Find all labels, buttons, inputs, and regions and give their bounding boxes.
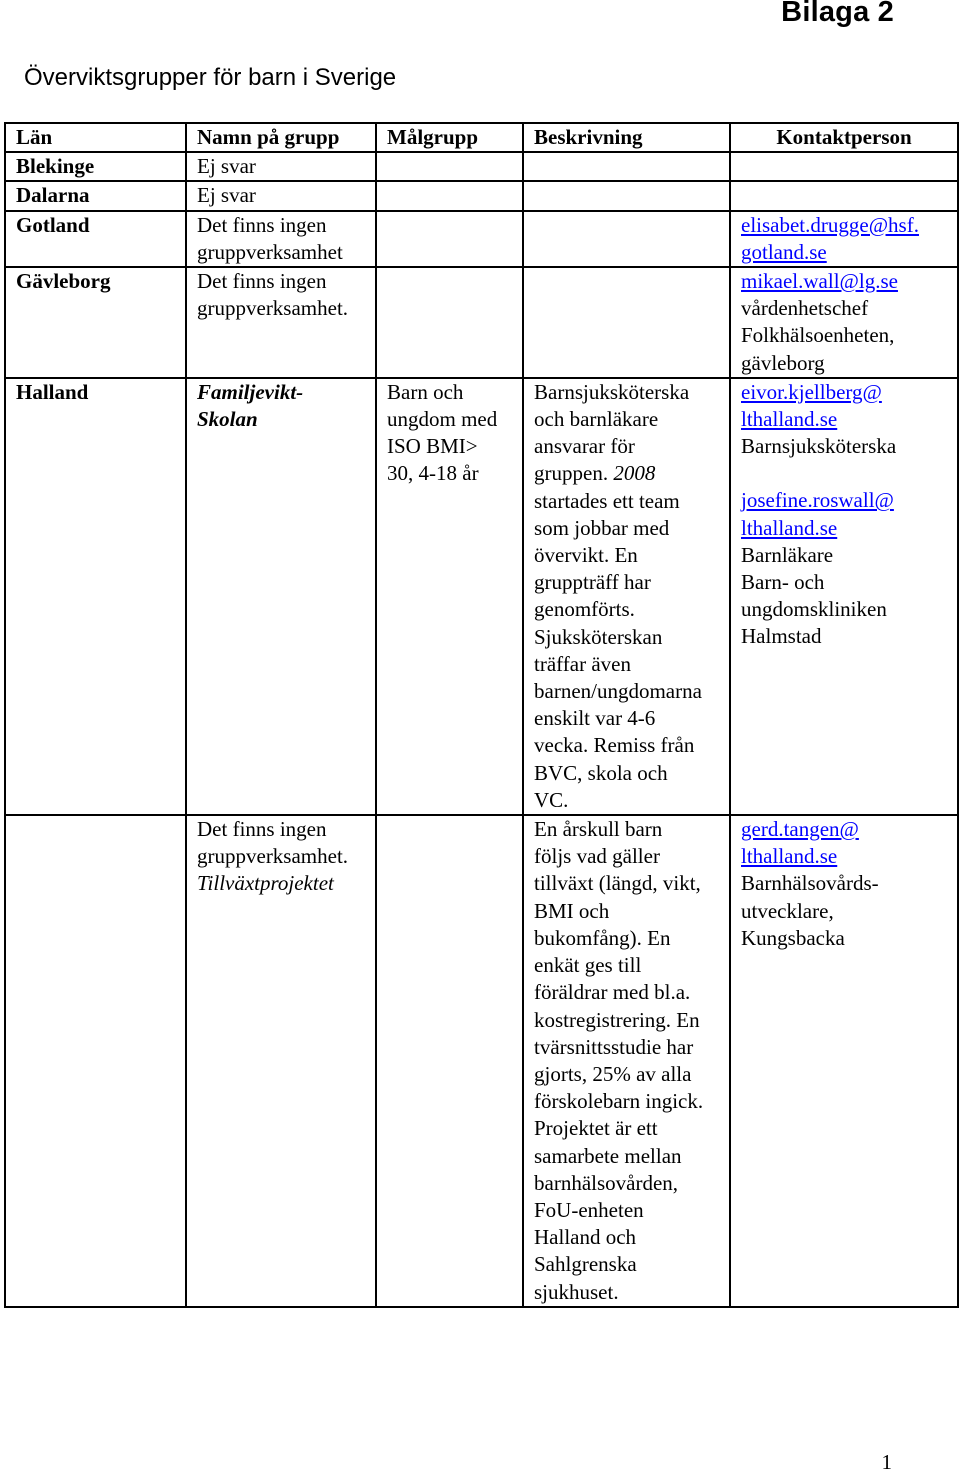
besk-line: Projektet är ett (534, 1116, 658, 1141)
namn-line: Skolan (197, 407, 258, 432)
malgrupp-line: ungdom med (387, 407, 498, 432)
contact-city: Halmstad (741, 624, 822, 649)
besk-line: föräldrar med bl.a. (534, 980, 691, 1005)
beskrivning-cell (523, 152, 730, 181)
besk-line: vecka. Remiss från (534, 733, 695, 758)
besk-text: gruppen. (534, 461, 614, 486)
namn-line: Tillväxtprojektet (197, 871, 334, 896)
malgrupp-cell (376, 815, 523, 1307)
besk-line: övervikt. En (534, 543, 638, 568)
namn-cell (186, 211, 376, 267)
besk-line: Sahlgrenska (534, 1252, 637, 1277)
namn-line: Det finns ingen (197, 269, 327, 294)
table-row (5, 267, 958, 378)
namn-cell: Ej svar (186, 152, 376, 181)
lan-cell: Gävleborg (5, 267, 186, 378)
besk-line: bukomfång). En (534, 925, 671, 950)
besk-line: gjorts, 25% av alla (534, 1061, 692, 1086)
lan-cell: Halland (5, 378, 186, 815)
besk-year: 2008 (613, 461, 656, 486)
header-beskrivning: Beskrivning (523, 123, 730, 152)
spacer (741, 460, 957, 487)
kontakt-cell (730, 152, 958, 181)
contact-role: Barnsjuksköterska (741, 434, 897, 459)
besk-line: BVC, skola och (534, 760, 668, 785)
besk-line: ansvarar för (534, 434, 635, 459)
namn-line: gruppverksamhet (197, 239, 343, 264)
kontakt-cell (730, 267, 958, 378)
besk-line: enskilt var 4-6 (534, 706, 656, 731)
besk-line: startades ett team (534, 488, 680, 513)
contact-role: utvecklare, (741, 898, 834, 923)
besk-line: barnen/ungdomarna (534, 679, 702, 704)
besk-line: kostregistrering. En (534, 1007, 700, 1032)
email-link[interactable]: lthalland.se (741, 515, 838, 540)
table-row (5, 211, 958, 267)
besk-line: Halland och (534, 1225, 637, 1250)
header-lan: Län (5, 123, 186, 152)
contact-role: Barnhälsovårds- (741, 871, 879, 896)
namn-line: gruppverksamhet. (197, 296, 349, 321)
besk-line: tvärsnittsstudie har (534, 1034, 694, 1059)
contact-unit: Folkhälsoenheten, (741, 323, 895, 348)
besk-line: förskolebarn ingick. (534, 1089, 704, 1114)
contact-region: gävleborg (741, 350, 825, 375)
besk-line: samarbete mellan (534, 1143, 682, 1168)
beskrivning-cell (523, 267, 730, 378)
malgrupp-line: 30, 4-18 år (387, 461, 479, 486)
besk-line: Barnsjuksköterska (534, 379, 690, 404)
contact-role: vårdenhetschef (741, 296, 869, 321)
besk-line: gruppträff har (534, 570, 651, 595)
namn-cell (186, 815, 376, 1307)
beskrivning-cell (523, 181, 730, 210)
malgrupp-cell (376, 267, 523, 378)
lan-cell: Dalarna (5, 181, 186, 210)
beskrivning-cell (523, 378, 730, 815)
contact-unit: ungdomskliniken (741, 597, 887, 622)
header-namn: Namn på grupp (186, 123, 376, 152)
table-row (5, 181, 958, 210)
header-malgrupp: Målgrupp (376, 123, 523, 152)
email-link[interactable]: lthalland.se (741, 844, 838, 869)
beskrivning-cell (523, 211, 730, 267)
besk-line: barnhälsovården, (534, 1170, 679, 1195)
contact-city: Kungsbacka (741, 925, 845, 950)
besk-line: enkät ges till (534, 953, 642, 978)
malgrupp-cell (376, 152, 523, 181)
table-row (5, 152, 958, 181)
besk-line: träffar även (534, 651, 631, 676)
header-kontakt: Kontaktperson (730, 123, 958, 152)
besk-line (534, 460, 729, 487)
besk-line: och barnläkare (534, 407, 659, 432)
namn-cell (186, 378, 376, 815)
besk-line: BMI och (534, 898, 610, 923)
namn-line: Det finns ingen (197, 212, 327, 237)
besk-line: VC. (534, 787, 569, 812)
malgrupp-cell (376, 378, 523, 815)
lan-cell: Blekinge (5, 152, 186, 181)
email-link[interactable]: josefine.roswall@ (741, 488, 894, 513)
kontakt-cell (730, 815, 958, 1307)
kontakt-cell (730, 211, 958, 267)
malgrupp-line: ISO BMI> (387, 434, 478, 459)
besk-line: Sjuksköterskan (534, 624, 663, 649)
appendix-label: Bilaga 2 (781, 0, 894, 28)
namn-line: Familjevikt- (197, 379, 304, 404)
besk-line: genomförts. (534, 597, 635, 622)
beskrivning-cell (523, 815, 730, 1307)
contact-role: Barnläkare (741, 542, 834, 567)
namn-line: Det finns ingen (197, 817, 327, 842)
malgrupp-cell (376, 211, 523, 267)
kontakt-cell (730, 181, 958, 210)
email-link[interactable]: gotland.se (741, 239, 827, 264)
email-link[interactable]: eivor.kjellberg@ (741, 379, 882, 404)
namn-line: gruppverksamhet. (197, 844, 349, 869)
namn-cell (186, 267, 376, 378)
table-row (5, 815, 958, 1307)
besk-line: En årskull barn (534, 817, 663, 842)
table-row (5, 378, 958, 815)
lan-cell: Gotland (5, 211, 186, 267)
overweight-groups-table (4, 122, 959, 1308)
namn-cell: Ej svar (186, 181, 376, 210)
malgrupp-line: Barn och (387, 379, 464, 404)
table-header-row (5, 123, 958, 152)
besk-line: som jobbar med (534, 515, 670, 540)
besk-line: tillväxt (längd, vikt, (534, 871, 701, 896)
email-link[interactable]: gerd.tangen@ (741, 817, 859, 842)
besk-line: följs vad gäller (534, 844, 660, 869)
email-link[interactable]: lthalland.se (741, 407, 838, 432)
besk-line: sjukhuset. (534, 1279, 619, 1304)
page-number: 1 (881, 1450, 892, 1474)
email-link[interactable]: mikael.wall@lg.se (741, 269, 898, 294)
contact-unit: Barn- och (741, 570, 825, 595)
page-title: Överviktsgrupper för barn i Sverige (24, 64, 397, 91)
besk-line: FoU-enheten (534, 1197, 644, 1222)
kontakt-cell (730, 378, 958, 815)
malgrupp-cell (376, 181, 523, 210)
email-link[interactable]: elisabet.drugge@hsf. (741, 212, 919, 237)
lan-cell (5, 815, 186, 1307)
